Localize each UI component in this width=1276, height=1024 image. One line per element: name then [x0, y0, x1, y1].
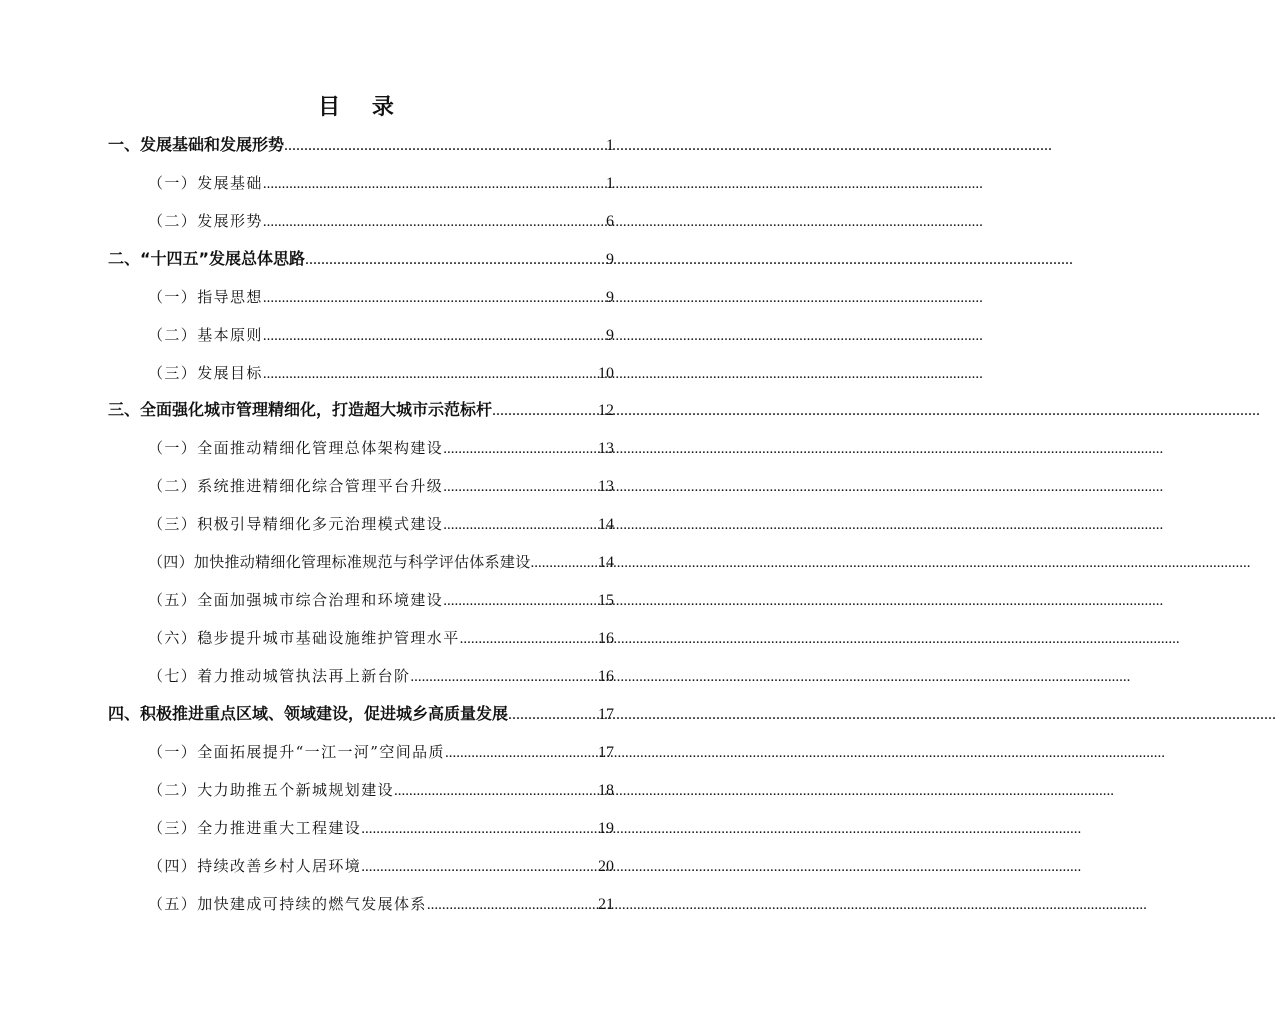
toc-page-number: 16: [598, 668, 614, 685]
toc-entry-section[interactable]: [148, 779, 614, 801]
toc-entry-chapter[interactable]: [108, 399, 614, 421]
page-title: 目 录: [318, 95, 406, 120]
toc-entry-label: （三）发展目标: [148, 364, 263, 382]
dot-leader: [443, 476, 596, 498]
toc-page-number: 21: [598, 896, 614, 913]
dot-leader: [508, 704, 596, 726]
toc-entry-section[interactable]: [148, 855, 614, 877]
toc-page-number: 15: [598, 592, 614, 609]
toc-page-number: 12: [598, 402, 614, 419]
toc-entry-chapter[interactable]: [108, 703, 614, 725]
toc-page-number: 9: [606, 289, 614, 306]
toc-page-number: 10: [598, 365, 614, 382]
toc-entry-label: （六）稳步提升城市基础设施维护管理水平: [148, 629, 460, 647]
toc-entry-section[interactable]: [148, 817, 614, 839]
toc-page-number: 9: [606, 327, 614, 344]
toc-page-number: 1: [606, 175, 614, 192]
dot-leader: [361, 856, 596, 878]
dot-leader: [410, 666, 596, 688]
toc-entry-label: （二）大力助推五个新城规划建设: [148, 781, 395, 799]
toc-entry-label: （二）基本原则: [148, 326, 263, 344]
dot-leader: [531, 552, 596, 574]
toc-entry-label: （七）着力推动城管执法再上新台阶: [148, 667, 411, 685]
toc-entry-label: （二）发展形势: [148, 212, 263, 230]
dot-leader: [263, 287, 604, 309]
dot-leader: [284, 135, 604, 157]
toc-entry-section[interactable]: [148, 362, 614, 384]
toc-page-number: 13: [598, 478, 614, 495]
toc-entry-section[interactable]: [148, 741, 614, 763]
toc-page-number: 9: [606, 251, 614, 268]
dot-leader: [394, 780, 596, 802]
toc-entry-label: 二、“十四五”发展总体思路: [108, 249, 306, 268]
toc-entry-label: 四、积极推进重点区域、领域建设，促进城乡高质量发展: [108, 704, 509, 723]
toc-page-number: 18: [598, 782, 614, 799]
toc-entry-section[interactable]: [148, 551, 614, 573]
toc-entry-label: （四）持续改善乡村人居环境: [148, 857, 362, 875]
dot-leader: [263, 173, 604, 195]
dot-leader: [460, 628, 596, 650]
toc-entry-label: （一）全面推动精细化管理总体架构建设: [148, 439, 444, 457]
toc-entry-section[interactable]: [148, 513, 614, 535]
toc-page-number: 17: [598, 744, 614, 761]
toc-entry-label: （一）发展基础: [148, 174, 263, 192]
toc-entry-section[interactable]: [148, 437, 614, 459]
toc-page-number: 1: [606, 137, 614, 154]
toc-entry-section[interactable]: [148, 286, 614, 308]
toc-entry-chapter[interactable]: [108, 248, 614, 270]
toc-entry-section[interactable]: [148, 324, 614, 346]
toc-entry-label: （一）指导思想: [148, 288, 263, 306]
toc-page-number: 19: [598, 820, 614, 837]
toc-page-number: 13: [598, 440, 614, 457]
toc-entry-label: （一）全面拓展提升“一江一河”空间品质: [148, 743, 445, 761]
dot-leader: [443, 514, 596, 536]
toc-entry-section[interactable]: [148, 665, 614, 687]
toc-entry-section[interactable]: [148, 475, 614, 497]
toc-entry-section[interactable]: [148, 627, 614, 649]
toc-entry-section[interactable]: [148, 172, 614, 194]
toc-page-number: 14: [598, 554, 614, 571]
dot-leader: [361, 818, 596, 840]
dot-leader: [263, 363, 596, 385]
dot-leader: [263, 325, 604, 347]
toc-entry-section[interactable]: [148, 589, 614, 611]
toc-entry-label: 一、发展基础和发展形势: [108, 135, 285, 154]
toc-page-number: 14: [598, 516, 614, 533]
toc-entry-section[interactable]: [148, 210, 614, 232]
toc-page-number: 17: [598, 706, 614, 723]
toc-entry-label: （五）加快建成可持续的燃气发展体系: [148, 895, 427, 913]
toc-entry-chapter[interactable]: [108, 134, 614, 156]
dot-leader: [443, 590, 596, 612]
toc-entry-label: （五）全面加强城市综合治理和环境建设: [148, 591, 444, 609]
dot-leader: [445, 742, 596, 764]
dot-leader: [263, 211, 604, 233]
toc-entry-label: （三）积极引导精细化多元治理模式建设: [148, 515, 444, 533]
toc-entry-label: （四）加快推动精细化管理标准规范与科学评估体系建设: [148, 553, 531, 571]
toc-entry-label: （三）全力推进重大工程建设: [148, 819, 362, 837]
toc-page-number: 16: [598, 630, 614, 647]
dot-leader: [427, 894, 596, 916]
toc-entry-section[interactable]: [148, 893, 614, 915]
toc-entry-label: （二）系统推进精细化综合管理平台升级: [148, 477, 444, 495]
dot-leader: [305, 249, 604, 271]
toc-entry-label: 三、全面强化城市管理精细化，打造超大城市示范标杆: [108, 400, 493, 419]
dot-leader: [443, 438, 596, 460]
toc-page-number: 20: [598, 858, 614, 875]
dot-leader: [492, 400, 596, 422]
toc-page-number: 6: [606, 213, 614, 230]
